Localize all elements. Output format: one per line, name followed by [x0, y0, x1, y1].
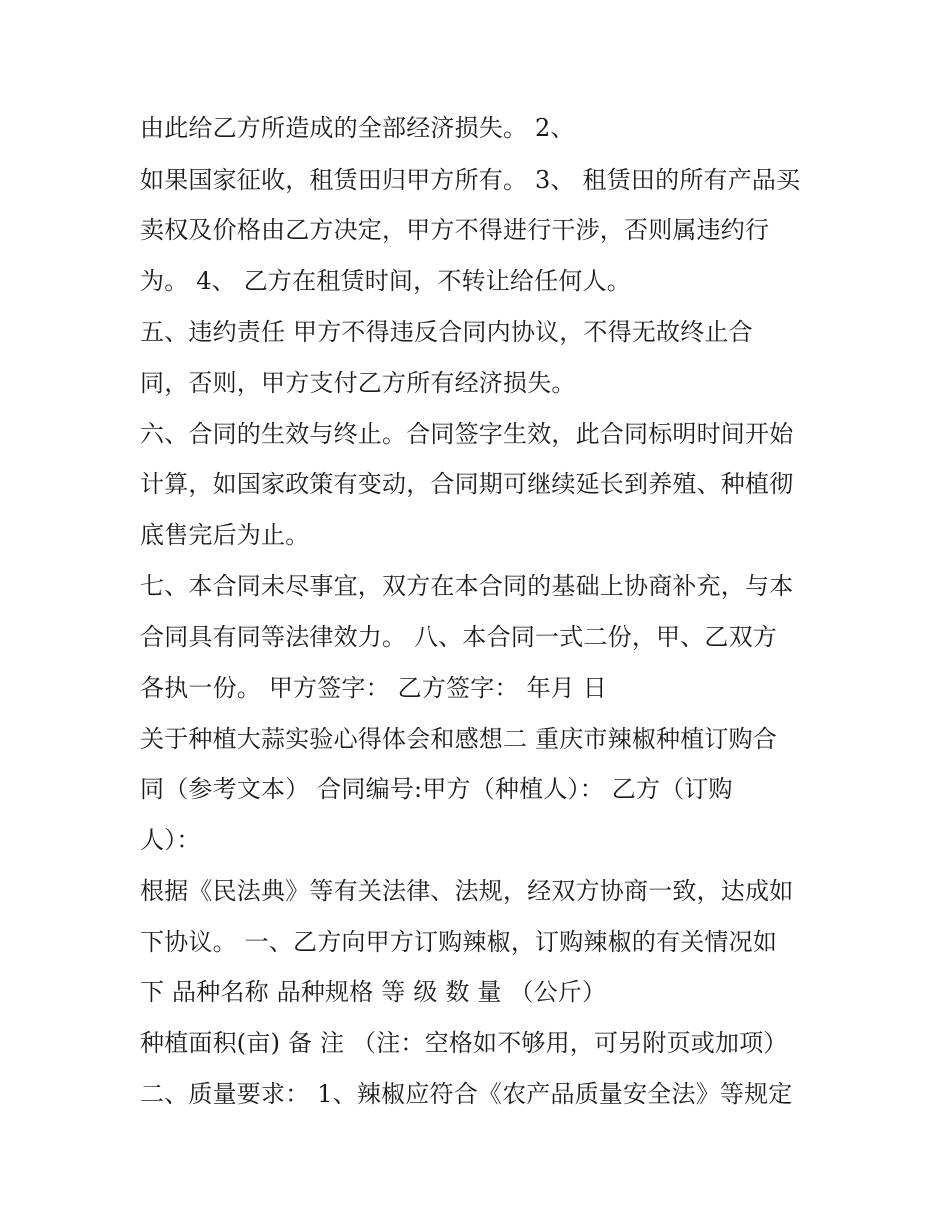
text-line: 下 品种名称 品种规格 等 级 数 量 （公斤）	[140, 978, 607, 1006]
text-line: 计算，如国家政策有变动，合同期可继续延长到养殖、种植彻	[140, 470, 794, 498]
text-line: 二、质量要求： 1、辣椒应符合《农产品质量安全法》等规定	[140, 1080, 793, 1108]
text-line: 卖权及价格由乙方决定，甲方不得进行干涉，否则属违约行	[140, 216, 770, 244]
text-line: 如果国家征收，租赁田归甲方所有。 3、 租赁田的所有产品买	[140, 166, 801, 194]
text-line: 六、合同的生效与终止。合同签字生效，此合同标明时间开始	[140, 420, 794, 448]
text-line: 合同具有同等法律效力。 八、本合同一式二份，甲、乙双方	[140, 623, 778, 651]
text-line: 七、本合同未尽事宜，双方在本合同的基础上协商补充，与本	[140, 572, 794, 600]
text-line: 种植面积(亩) 备 注 （注：空格如不够用，可另附页或加项）	[140, 1029, 788, 1057]
text-line: 人）：	[140, 826, 201, 854]
text-line: 五、违约责任 甲方不得违反合同内协议，不得无故终止合	[140, 318, 753, 346]
text-line: 下协议。 一、乙方向甲方订购辣椒，订购辣椒的有关情况如	[140, 928, 778, 956]
text-line: 同（参考文本） 合同编号:甲方（种植人）： 乙方（订购	[140, 775, 733, 803]
text-line: 各执一份。 甲方签字： 乙方签字： 年月 日	[140, 674, 607, 702]
text-line: 关于种植大蒜实验心得体会和感想二 重庆市辣椒种植订购合	[140, 725, 778, 753]
text-line: 底售完后为止。	[140, 521, 310, 549]
text-line: 根据《民法典》等有关法律、法规，经双方协商一致，达成如	[140, 877, 794, 905]
text-line: 为。 4、 乙方在租赁时间，不转让给任何人。	[140, 267, 631, 295]
text-line: 由此给乙方所造成的全部经济损失。 2、	[140, 114, 575, 142]
text-line: 同，否则，甲方支付乙方所有经济损失。	[140, 369, 576, 397]
